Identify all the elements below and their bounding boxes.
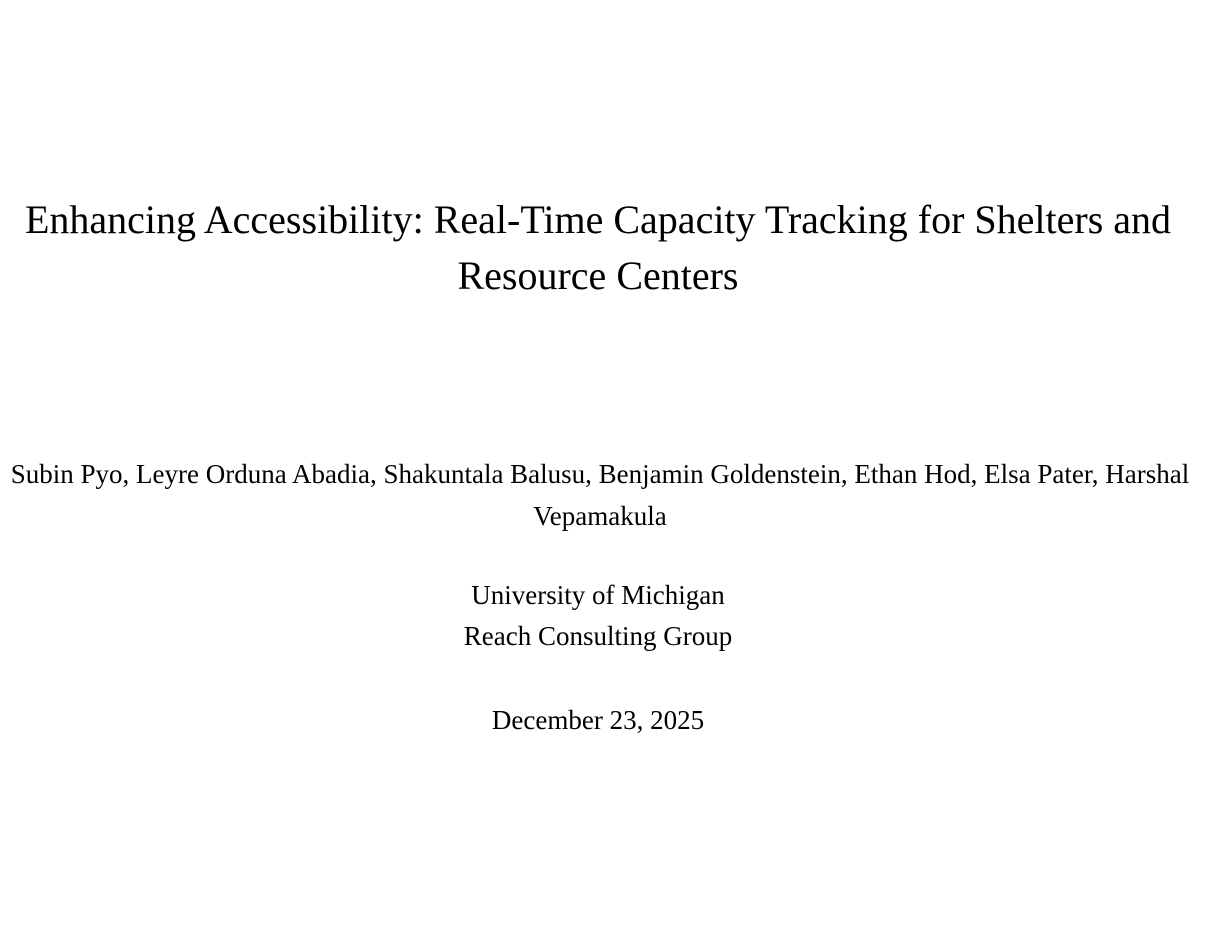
affiliation-group: Reach Consulting Group: [463, 621, 733, 651]
affiliation-block: [0, 575, 1196, 657]
document-date: December 23, 2025: [491, 705, 705, 735]
affiliation-university: University of Michigan: [471, 580, 725, 610]
author-list: Subin Pyo, Leyre Orduna Abadia, Shakuntala Balusu, Benjamin Goldenstein, Ethan Hod, Elsa Pater, Harshal Vepamakula: [10, 459, 1190, 531]
document-title: Enhancing Accessibility: Real-Time Capacity Tracking for Shelters and Resource Centers: [24, 197, 1172, 298]
